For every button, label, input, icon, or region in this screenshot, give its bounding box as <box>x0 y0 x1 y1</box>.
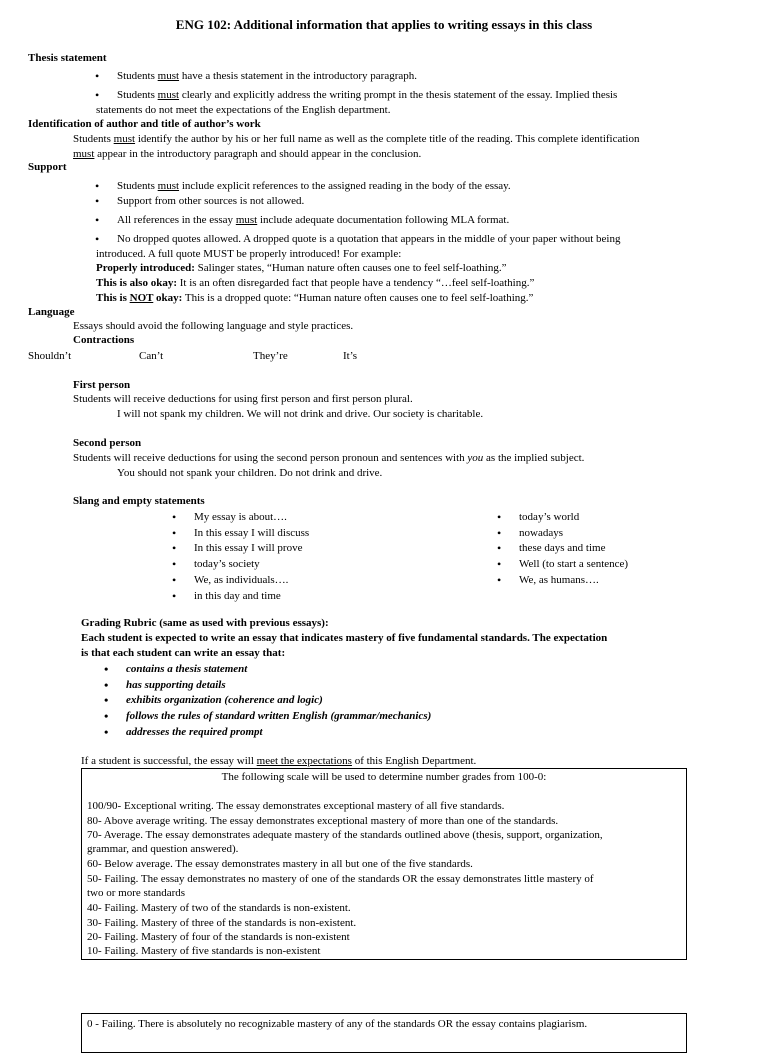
rubric-success: If a student is successful, the essay will meet the expectations of this English Department. <box>81 755 477 767</box>
rubric-item: • exhibits organization (coherence and logic) <box>126 693 323 708</box>
support-bullet-2: • Support from other sources is not allowed. <box>117 194 304 209</box>
first-person-heading: First person <box>73 379 131 391</box>
rubric-heading: Grading Rubric (same as used with previous essays): <box>81 617 329 629</box>
grade-scale-line: 80- Above average writing. The essay demonstrates exceptional mastery of more than one of the standards. <box>87 815 559 827</box>
first-person-text: Students will receive deductions for using first person and first person plural. <box>73 393 413 405</box>
language-intro: Essays should avoid the following language and style practices. <box>73 320 354 332</box>
rubric-intro-2: is that each student can write an essay that: <box>81 647 286 659</box>
rubric-item: • has supporting details <box>126 678 226 693</box>
slang-item: • In this essay I will discuss <box>194 526 309 541</box>
support-bullet-1: • Students must include explicit references to the assigned reading in the body of the essay. <box>117 179 511 194</box>
support-example-3: This is NOT okay: This is a dropped quote: “Human nature often causes one to feel self-loathing.” <box>96 292 534 304</box>
grade-scale-line: grammar, and question answered). <box>87 843 239 855</box>
slang-item: • Well (to start a sentence) <box>519 557 628 572</box>
slang-item: • today’s world <box>519 510 579 525</box>
grade-scale-line: 60- Below average. The essay demonstrates mastery in all but one of the five standards. <box>87 858 473 870</box>
contraction-item: Can’t <box>139 350 164 362</box>
thesis-heading: Thesis statement <box>28 52 107 64</box>
contraction-item: It’s <box>343 350 358 362</box>
slang-item: • In this essay I will prove <box>194 541 302 556</box>
identification-heading: Identification of author and title of author’s work <box>28 118 261 130</box>
slang-heading: Slang and empty statements <box>73 495 205 507</box>
grade-scale-line: 70- Average. The essay demonstrates adequate mastery of the standards outlined above (thesis, support, organization, <box>87 829 603 841</box>
support-bullet-4-cont: introduced. A full quote MUST be properly introduced! For example: <box>96 248 402 260</box>
rubric-item: • addresses the required prompt <box>126 725 263 740</box>
thesis-bullet-2-cont: statements do not meet the expectations of the English department. <box>96 104 391 116</box>
identification-line-1: Students must identify the author by his or her full name as well as the complete title of the reading. This complete identification <box>73 133 640 145</box>
contraction-item: They’re <box>253 350 288 362</box>
grade-scale-zero-line: 0 - Failing. There is absolutely no recognizable mastery of any of the standards OR the essay contains plagiarism. <box>87 1018 588 1030</box>
identification-line-2: must appear in the introductory paragraph and should appear in the conclusion. <box>73 148 422 160</box>
slang-item: • My essay is about…. <box>194 510 287 525</box>
slang-item: • We, as humans…. <box>519 573 599 588</box>
slang-item: • in this day and time <box>194 589 281 604</box>
grade-scale-line: 30- Failing. Mastery of three of the standards is non-existent. <box>87 917 357 929</box>
slang-item: • today’s society <box>194 557 260 572</box>
slang-item: • these days and time <box>519 541 605 556</box>
grade-scale-heading: The following scale will be used to determine number grades from 100-0: <box>221 771 547 783</box>
thesis-bullet-2: • Students must clearly and explicitly address the writing prompt in the thesis statement of the essay. Implied thesis <box>117 88 617 103</box>
contractions-heading: Contractions <box>73 334 135 346</box>
rubric-item: • follows the rules of standard written English (grammar/mechanics) <box>126 709 431 724</box>
support-example-2: This is also okay: It is an often disregarded fact that people have a tendency “…feel self-loathing.” <box>96 277 535 289</box>
support-bullet-3: • All references in the essay must include adequate documentation following MLA format. <box>117 213 509 228</box>
slang-item: • We, as individuals…. <box>194 573 288 588</box>
support-example-1: Properly introduced: Salinger states, “Human nature often causes one to feel self-loathing.” <box>96 262 507 274</box>
grade-scale-box <box>81 768 687 960</box>
language-heading: Language <box>28 306 75 318</box>
second-person-heading: Second person <box>73 437 142 449</box>
slang-item: • nowadays <box>519 526 563 541</box>
first-person-example: I will not spank my children. We will not drink and drive. Our society is charitable. <box>117 408 484 420</box>
contraction-item: Shouldn’t <box>28 350 72 362</box>
grade-scale-zero-box <box>81 1013 687 1053</box>
second-person-text: Students will receive deductions for using the second person pronoun and sentences with you as the implied subject. <box>73 452 585 464</box>
grade-scale-line: 50- Failing. The essay demonstrates no mastery of one of the standards OR the essay demonstrates little mastery of <box>87 873 594 885</box>
grade-scale-line: 20- Failing. Mastery of four of the standards is non-existent <box>87 931 350 943</box>
thesis-bullet-1: • Students must have a thesis statement in the introductory paragraph. <box>117 69 417 84</box>
rubric-intro-1: Each student is expected to write an essay that indicates mastery of five fundamental standards. The expectation <box>81 632 608 644</box>
rubric-item: • contains a thesis statement <box>126 662 247 677</box>
support-bullet-4: • No dropped quotes allowed. A dropped quote is a quotation that appears in the middle of your paper without being <box>117 232 620 247</box>
grade-scale-line: 100/90- Exceptional writing. The essay demonstrates exceptional mastery of all five standards. <box>87 800 505 812</box>
second-person-example: You should not spank your children. Do not drink and drive. <box>117 467 383 479</box>
page-title: ENG 102: Additional information that applies to writing essays in this class <box>175 17 593 32</box>
support-heading: Support <box>28 161 67 173</box>
grade-scale-line: 40- Failing. Mastery of two of the standards is non-existent. <box>87 902 351 914</box>
grade-scale-line: two or more standards <box>87 887 186 899</box>
grade-scale-line: 10- Failing. Mastery of five standards is non-existent <box>87 945 321 957</box>
